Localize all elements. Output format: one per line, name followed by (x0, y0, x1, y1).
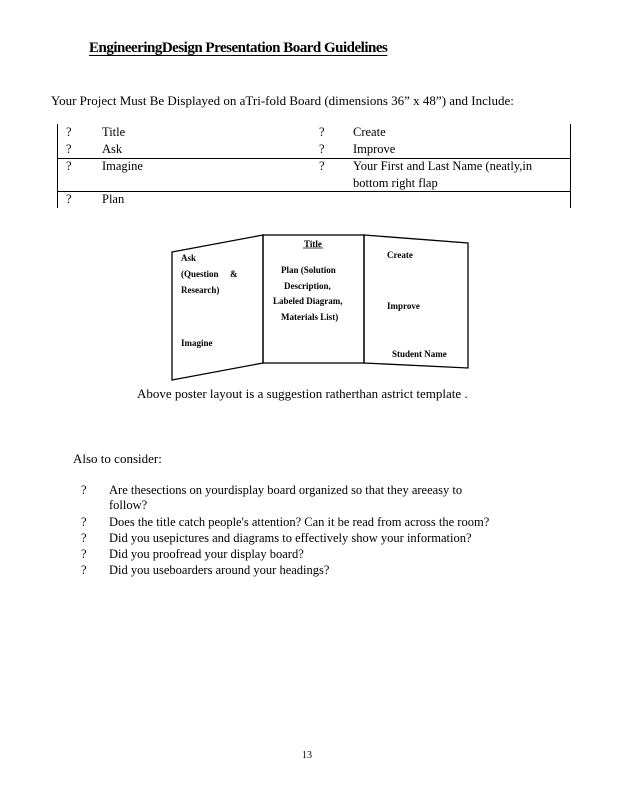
bullet-icon: ? (81, 515, 87, 529)
bullet-icon: ? (66, 192, 72, 206)
list-item: Does the title catch people's attention? Can it be read from across the room? (109, 515, 490, 529)
bullet-icon: ? (81, 563, 87, 577)
bullet-icon: ? (319, 142, 325, 156)
list-item: Did you usepictures and diagrams to effectively show your information? (109, 531, 472, 545)
list-item: follow? (109, 498, 148, 512)
table-left-border (57, 124, 58, 208)
requirement-create: Create (353, 125, 386, 139)
board-plan-line-3: Labeled Diagram, (273, 296, 343, 306)
bullet-icon: ? (81, 547, 87, 561)
bullet-icon: ? (81, 531, 87, 545)
requirement-improve: Improve (353, 142, 396, 156)
requirement-ask: Ask (102, 142, 123, 156)
table-right-border (570, 124, 571, 208)
board-imagine-label: Imagine (181, 338, 213, 348)
bullet-icon: ? (66, 142, 72, 156)
board-ask-label: Ask (181, 253, 197, 263)
bullet-icon: ? (66, 125, 72, 139)
board-plan-line-1: Plan (Solution (281, 265, 336, 275)
board-create-label: Create (387, 250, 413, 260)
intro-text: Your Project Must Be Displayed on aTri-fold Board (dimensions 36” x 48”) and Include: (51, 93, 514, 108)
board-research-label: Research) (181, 285, 220, 295)
list-item: Did you proofread your display board? (109, 547, 304, 561)
requirement-imagine: Imagine (102, 159, 143, 173)
requirement-name: Your First and Last Name (neatly,in (353, 159, 533, 173)
list-item: Did you useboarders around your headings? (109, 563, 330, 577)
page-number: 13 (302, 750, 312, 761)
table-divider-bottom (57, 191, 571, 192)
board-plan-line-4: Materials List) (281, 312, 339, 322)
bullet-icon: ? (319, 125, 325, 139)
requirement-plan: Plan (102, 192, 125, 206)
board-student-name-label: Student Name (392, 349, 447, 359)
requirement-name-cont: bottom right flap (353, 176, 438, 190)
bullet-icon: ? (66, 159, 72, 173)
layout-caption: Above poster layout is a suggestion ratherthan astrict template . (137, 386, 468, 401)
board-amp-label: & (230, 269, 238, 279)
list-item: Are thesections on yourdisplay board organized so that they areeasy to (109, 483, 463, 497)
bullet-icon: ? (81, 483, 87, 497)
also-heading: Also to consider: (73, 451, 162, 466)
board-plan-line-2: Description, (284, 281, 331, 291)
board-improve-label: Improve (387, 301, 420, 311)
bullet-icon: ? (319, 159, 325, 173)
page-title: EngineeringDesign Presentation Board Guidelines (89, 40, 388, 56)
board-title-label: Title (304, 239, 322, 249)
board-question-label: (Question (181, 269, 219, 279)
requirement-title: Title (102, 125, 126, 139)
requirements-table (57, 124, 571, 208)
